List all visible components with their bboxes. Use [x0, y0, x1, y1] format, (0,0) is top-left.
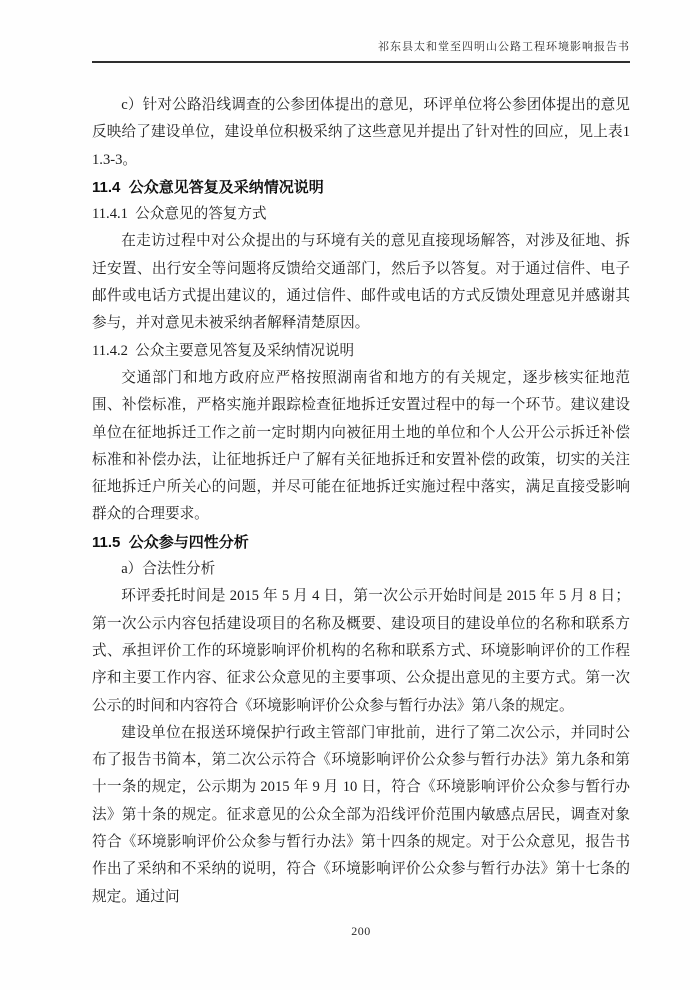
subsection-heading-11-4-1: 11.4.1 公众意见的答复方式: [92, 206, 267, 223]
subsection-heading-11-4-2: 11.4.2 公众主要意见答复及采纳情况说明: [92, 342, 355, 359]
paragraph-item-c: c）针对公路沿线调查的公参团体提出的意见，环评单位将公参团体提出的意见反映给了建设单位，建设单位积极采纳了这些意见并提出了针对性的回应，见上表11.3-3。: [92, 97, 630, 168]
header-rule: [92, 61, 630, 63]
paragraph-11-5-2: 建设单位在报送环境保护行政主管部门审批前，进行了第二次公示，并同时公布了报告书简本，第二次公示符合《环境影响评价公众参与暂行办法》第九条和第十一条的规定，公示期为 2015 年 9 月 10 日，符合《环境影响评价公众参与暂行办法》第十条的规定。征求意见的公众全部为沿线评价范围内敏感点居民，调查对象符合《环境影响评价公众参与暂行办法》第十四条的规定。对于公众意见，报告书作出了采纳和不采纳的说明，符合《环境影响评价公众参与暂行办法》第十七条的规定。通过问: [92, 724, 630, 905]
section-heading-11-4: 11.4 公众意见答复及采纳情况说明: [92, 178, 324, 196]
page-body: [92, 92, 630, 911]
paragraph-11-4-1: 在走访过程中对公众提出的与环境有关的意见直接现场解答，对涉及征地、拆迁安置、出行安全等问题将反馈给交通部门，然后予以答复。对于通过信件、电子邮件或电话方式提出建议的，通过信件、邮件或电话的方式反馈处理意见并感谢其参与，并对意见未被采纳者解释清楚原因。: [92, 233, 630, 332]
paragraph-11-5-1: 环评委托时间是 2015 年 5 月 4 日，第一次公示开始时间是 2015 年 5 月 8 日；第一次公示内容包括建设项目的名称及概要、建设项目的建设单位的名称和联系方式、承担评价工作的环境影响评价机构的名称和联系方式、环境影响评价的工作程序和主要工作内容、征求公众意见的主要事项、公众提出意见的主要方式。第一次公示的时间和内容符合《环境影响评价公众参与暂行办法》第八条的规定。: [92, 588, 630, 714]
paragraph-11-4-2: 交通部门和地方政府应严格按照湖南省和地方的有关规定，逐步核实征地范围、补偿标准，严格实施并跟踪检查征地拆迁安置过程中的每一个环节。建议建设单位在征地拆迁工作之前一定时期内向被征用土地的单位和个人公开公示拆迁补偿标准和补偿办法，让征地拆迁户了解有关征地拆迁和安置补偿的政策，切实的关注征地拆迁户所关心的问题，并尽可能在征地拆迁实施过程中落实，满足直接受影响群众的合理要求。: [92, 369, 630, 523]
page-header: [92, 40, 630, 63]
section-heading-11-5: 11.5 公众参与四性分析: [92, 533, 249, 551]
running-header-title: 祁东县太和堂至四明山公路工程环境影响报告书: [378, 41, 630, 53]
page-number: 200: [351, 924, 371, 938]
list-item-a-heading: a）合法性分析: [121, 561, 216, 578]
page-footer: [92, 922, 630, 940]
